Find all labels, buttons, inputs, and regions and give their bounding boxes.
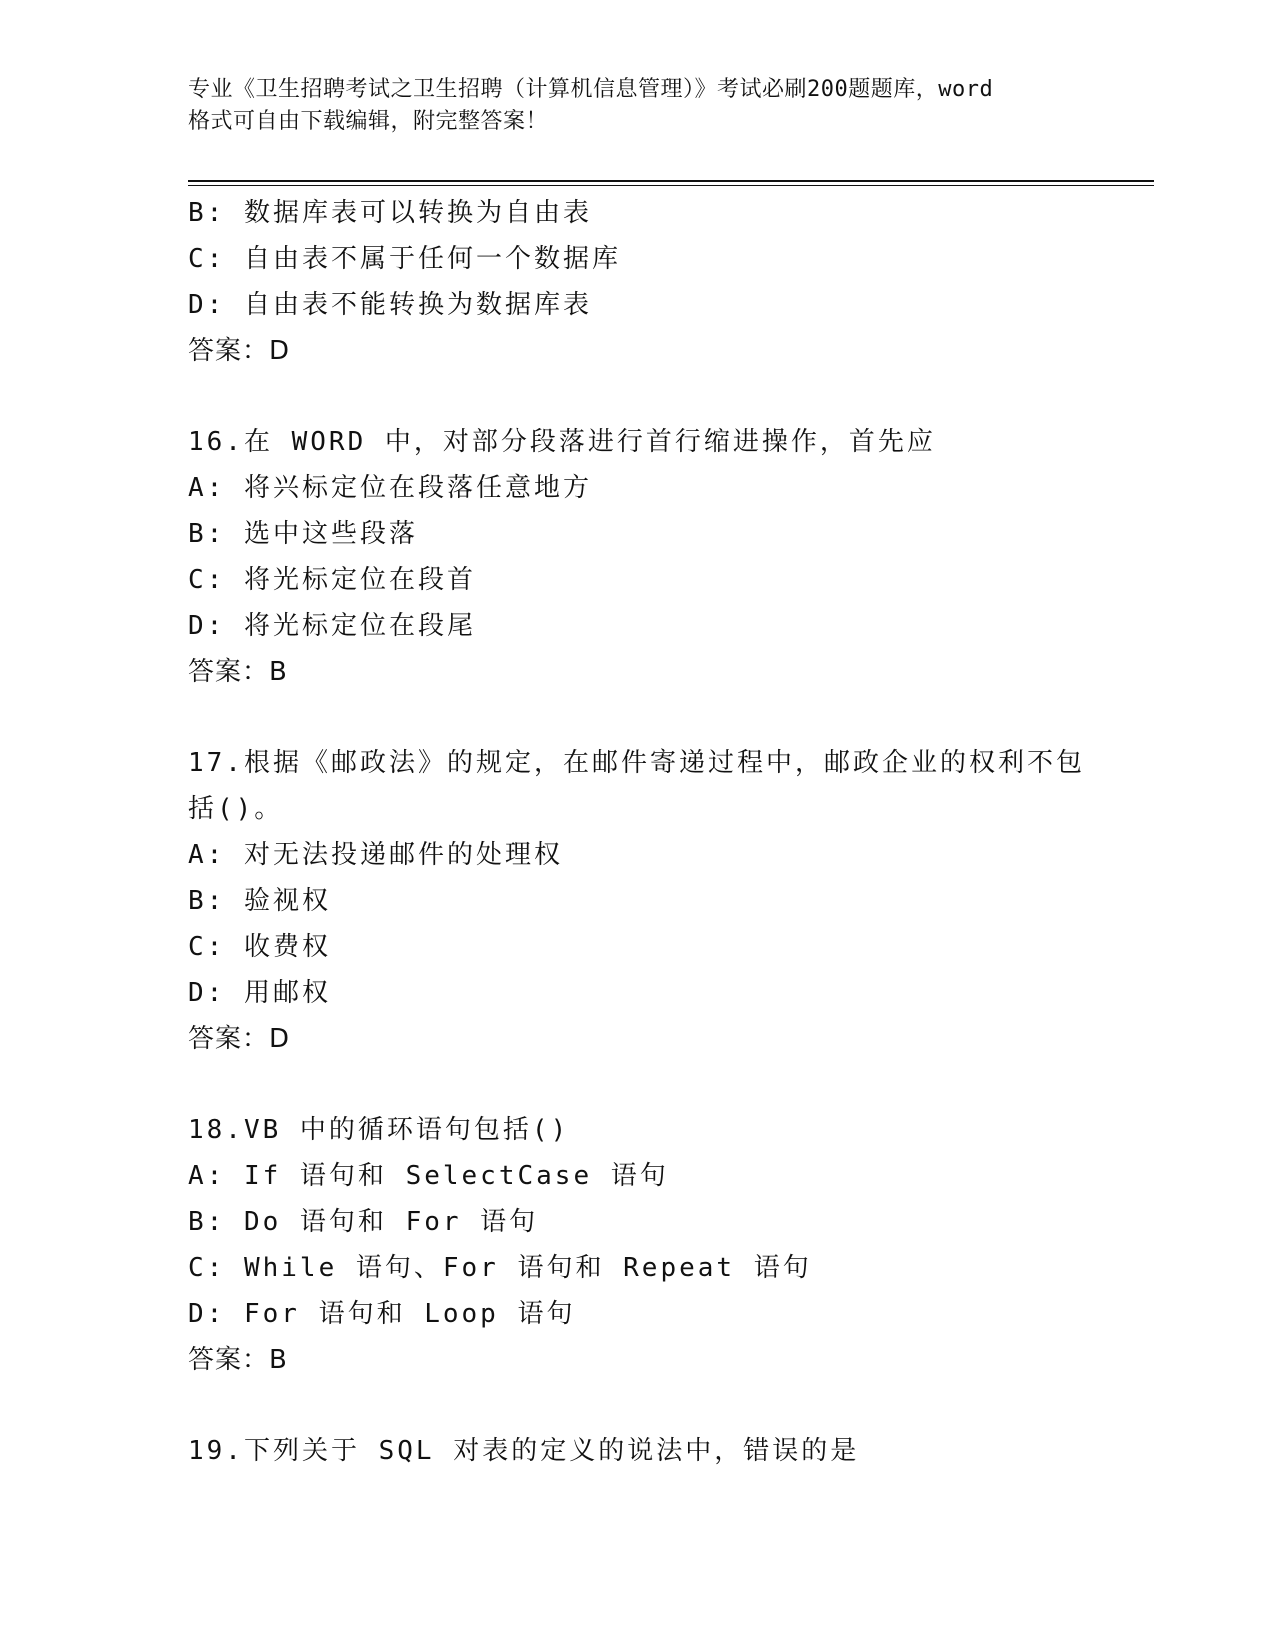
answer: 答案：D [188, 336, 291, 366]
question-text: 16.在 WORD 中，对部分段落进行首行缩进操作，首先应 [188, 427, 936, 457]
option-b: B: 验视权 [188, 886, 331, 916]
option-d: D: 用邮权 [188, 978, 331, 1008]
answer: 答案：D [188, 1024, 291, 1054]
question-15 [188, 190, 1128, 374]
option-c: C: 自由表不属于任何一个数据库 [188, 244, 621, 274]
header-divider-thin [188, 185, 1154, 186]
option-d: D: For 语句和 Loop 语句 [188, 1299, 576, 1329]
question-19 [188, 1428, 1128, 1474]
option-b: B: 选中这些段落 [188, 519, 418, 549]
question-text: 18.VB 中的循环语句包括() [188, 1115, 570, 1145]
option-c: C: While 语句、For 语句和 Repeat 语句 [188, 1253, 812, 1283]
option-a: A: 将兴标定位在段落任意地方 [188, 473, 592, 503]
question-text-line-2: 括()。 [188, 794, 284, 824]
option-a: A: 对无法投递邮件的处理权 [188, 840, 563, 870]
question-18 [188, 1107, 1128, 1383]
option-b: B: 数据库表可以转换为自由表 [188, 198, 592, 228]
option-a: A: If 语句和 SelectCase 语句 [188, 1161, 669, 1191]
answer: 答案：B [188, 1345, 288, 1375]
question-text-line-1: 17.根据《邮政法》的规定，在邮件寄递过程中，邮政企业的权利不包 [188, 748, 1085, 778]
header-line-1: 专业《卫生招聘考试之卫生招聘（计算机信息管理）》考试必刷200题题库，word [188, 77, 994, 102]
option-c: C: 将光标定位在段首 [188, 565, 476, 595]
option-d: D: 自由表不能转换为数据库表 [188, 290, 592, 320]
option-c: C: 收费权 [188, 932, 331, 962]
document-header [188, 74, 1088, 138]
question-16 [188, 419, 1128, 695]
header-divider-thick [188, 180, 1154, 182]
answer: 答案：B [188, 657, 288, 687]
question-list [188, 190, 1128, 1474]
question-text: 19.下列关于 SQL 对表的定义的说法中，错误的是 [188, 1436, 860, 1466]
header-line-2: 格式可自由下载编辑，附完整答案！ [188, 109, 549, 134]
question-17 [188, 740, 1128, 1062]
option-d: D: 将光标定位在段尾 [188, 611, 476, 641]
option-b: B: Do 语句和 For 语句 [188, 1207, 539, 1237]
